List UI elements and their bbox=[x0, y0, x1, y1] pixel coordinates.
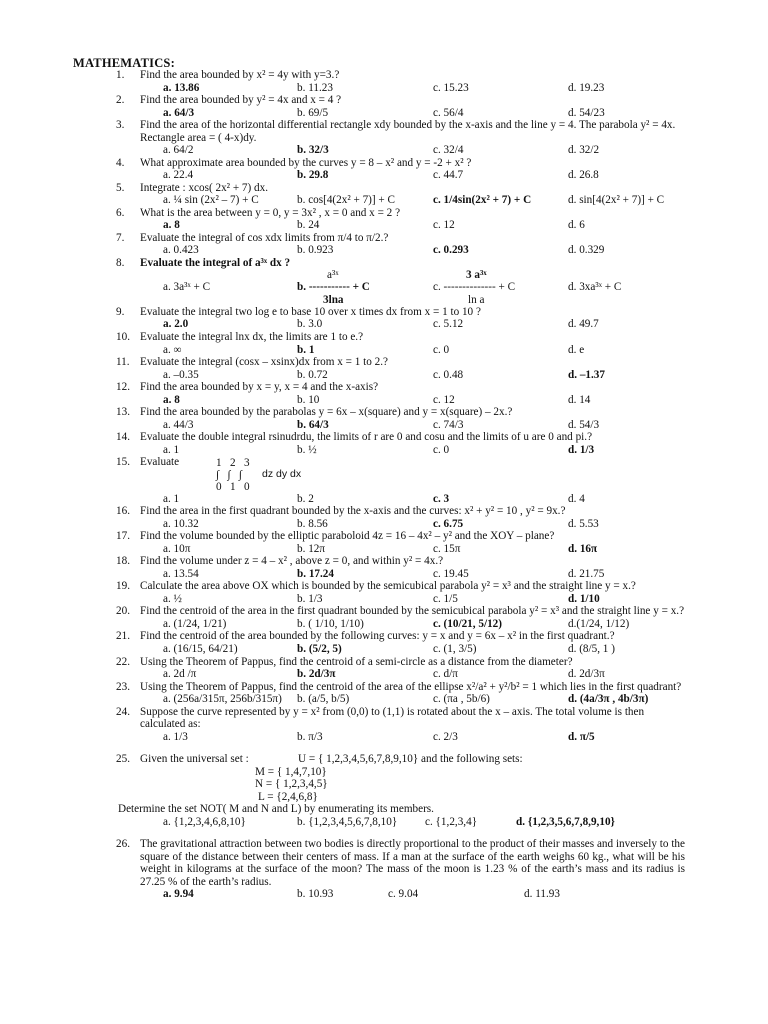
option-a: a. 2d /π bbox=[163, 668, 197, 681]
option-b: b. 69/5 bbox=[297, 106, 329, 119]
option-a: a. 1 bbox=[163, 443, 180, 456]
option-d: d. e bbox=[568, 343, 585, 356]
question-number: 20. bbox=[116, 605, 130, 618]
options-row bbox=[0, 731, 768, 744]
option-d: d. 54/23 bbox=[568, 106, 605, 119]
question-number: 18. bbox=[116, 555, 130, 568]
question-body: Evaluate the integral of a³ˣ dx ? bbox=[140, 256, 291, 269]
spacer bbox=[0, 743, 768, 753]
question-text bbox=[0, 331, 768, 344]
question-text bbox=[0, 505, 768, 518]
question-item bbox=[0, 207, 768, 232]
question-body: Using the Theorem of Pappus, find the centroid of a semi-circle as a distance from the diameter? bbox=[140, 655, 573, 668]
option-b: b. 0.923 bbox=[297, 244, 334, 257]
question-list bbox=[0, 69, 768, 901]
option-c: c. 19.45 bbox=[433, 567, 469, 580]
question-number: 19. bbox=[116, 580, 130, 593]
question-text bbox=[0, 580, 768, 593]
option-d: d. 6 bbox=[568, 219, 585, 232]
option-b: b. 0.72 bbox=[297, 368, 328, 381]
option-d: d. 14 bbox=[568, 393, 591, 406]
question-body: What approximate area bounded by the curves y = 8 – x² and y = -2 + x² ? bbox=[140, 156, 472, 169]
option-c: c. 3 bbox=[433, 492, 450, 505]
option-a: a. ∞ bbox=[163, 343, 182, 356]
options-row bbox=[0, 668, 768, 681]
question-item bbox=[0, 456, 768, 505]
option-b: b. 3.0 bbox=[297, 318, 323, 331]
option-b: b. {1,2,3,4,5,6,7,8,10} bbox=[297, 815, 398, 828]
question-number: 7. bbox=[116, 231, 125, 244]
option-b: b. 1/3 bbox=[297, 592, 323, 605]
options-row bbox=[0, 82, 768, 95]
option-b: b. (5/2, 5) bbox=[297, 643, 342, 656]
question-body: Find the volume bounded by the elliptic paraboloid 4z = 16 – 4x² – y² and the XOY – plane? bbox=[140, 530, 555, 543]
option-c: c. -------------- + C bbox=[433, 281, 516, 294]
question-number: 5. bbox=[116, 181, 125, 194]
option-a: a. (256a/315π, 256b/315π) bbox=[163, 693, 282, 706]
options-row bbox=[0, 493, 768, 506]
options-row bbox=[0, 543, 768, 556]
option-a: a. 1 bbox=[163, 492, 180, 505]
question-body: Evaluate the integral two log e to base 10 over x times dx from x = 1 to 10 ? bbox=[140, 305, 481, 318]
option-a: a. (1/24, 1/21) bbox=[163, 617, 227, 630]
universal-set: U = { 1,2,3,4,5,6,7,8,9,10} and the following sets: bbox=[298, 753, 523, 766]
option-d: d. 3xa³ˣ + C bbox=[568, 281, 622, 294]
option-d: d. –1.37 bbox=[568, 368, 605, 381]
options-row bbox=[0, 518, 768, 531]
option-a: a. 8 bbox=[163, 219, 180, 232]
question-body: Using the Theorem of Pappus, find the centroid of the area of the ellipse x²/a² + y²/b² = 1 which lies in the first quadrant? bbox=[140, 680, 682, 693]
option-c: c. 0.48 bbox=[433, 368, 464, 381]
option-c: c. 12 bbox=[433, 219, 455, 232]
options-row bbox=[0, 107, 768, 120]
page-title: MATHEMATICS: bbox=[73, 56, 175, 70]
question-number: 3. bbox=[116, 119, 125, 132]
set-definition bbox=[0, 766, 768, 779]
option-c: c. (10/21, 5/12) bbox=[433, 617, 502, 630]
option-c: c. 74/3 bbox=[433, 418, 464, 431]
question-text bbox=[0, 119, 768, 144]
question-item bbox=[0, 630, 768, 655]
option-d: d. {1,2,3,5,6,7,8,9,10} bbox=[516, 815, 615, 828]
question-item bbox=[0, 69, 768, 94]
question-item bbox=[0, 555, 768, 580]
question-text bbox=[0, 753, 768, 766]
options-row bbox=[0, 144, 768, 157]
question-item bbox=[0, 656, 768, 681]
option-c: c. d/π bbox=[433, 668, 458, 681]
question-number: 22. bbox=[116, 655, 130, 668]
option-d: d. sin[4(2x² + 7)] + C bbox=[568, 194, 665, 207]
question-body: Evaluate bbox=[140, 456, 180, 469]
question-text bbox=[0, 431, 768, 444]
question-text bbox=[0, 456, 768, 469]
option-c: c. {1,2,3,4} bbox=[425, 815, 478, 828]
option-a: a. 64/3 bbox=[163, 106, 195, 119]
fraction-numerators bbox=[0, 269, 768, 281]
option-d: d. 0.329 bbox=[568, 244, 605, 257]
question-body: Find the area bounded by the parabolas y = 6x – x(square) and y = x(square) – 2x.? bbox=[140, 406, 513, 419]
question-item bbox=[0, 580, 768, 605]
option-b: b. ½ bbox=[297, 443, 317, 456]
option-c: c. 0.293 bbox=[433, 244, 469, 257]
option-a: a. 64/2 bbox=[163, 144, 194, 157]
question-item bbox=[0, 182, 768, 207]
question-item bbox=[0, 505, 768, 530]
question-item bbox=[0, 530, 768, 555]
option-c: c. 0 bbox=[433, 443, 450, 456]
set-l: L = {2,4,6,8} bbox=[258, 790, 318, 803]
question-number: 1. bbox=[116, 69, 125, 81]
question-text bbox=[0, 257, 768, 270]
option-d: d. 4 bbox=[568, 492, 585, 505]
question-number: 11. bbox=[116, 356, 130, 369]
question-number: 12. bbox=[116, 381, 130, 394]
options-row bbox=[0, 568, 768, 581]
question-text bbox=[0, 356, 768, 369]
question-body: Integrate : xcos( 2x² + 7) dx. bbox=[140, 181, 269, 194]
option-a: a. ¼ sin (2x² – 7) + C bbox=[163, 194, 259, 207]
integral-lower-limits: 0 1 0 bbox=[216, 480, 250, 493]
option-a: a. 8 bbox=[163, 393, 180, 406]
question-text bbox=[0, 207, 768, 220]
option-d: d. 49.7 bbox=[568, 318, 599, 331]
options-row bbox=[0, 318, 768, 331]
set-definition bbox=[0, 791, 768, 804]
options-row bbox=[0, 444, 768, 457]
question-text bbox=[0, 182, 768, 195]
option-b: b. ( 1/10, 1/10) bbox=[297, 617, 364, 630]
question-item bbox=[0, 381, 768, 406]
question-text bbox=[0, 530, 768, 543]
question-number: 13. bbox=[116, 406, 130, 419]
question-number: 14. bbox=[116, 431, 130, 444]
option-d: d. 1/3 bbox=[568, 443, 595, 456]
question-item bbox=[0, 605, 768, 630]
option-a: a. 9.94 bbox=[163, 888, 194, 901]
option-d: d. 5.53 bbox=[568, 517, 599, 530]
options-row bbox=[0, 344, 768, 357]
question-item bbox=[0, 356, 768, 381]
question-number: 6. bbox=[116, 206, 125, 219]
option-d: d. (8/5, 1 ) bbox=[568, 643, 615, 656]
option-c: c. 1/4sin(2x² + 7) + C bbox=[433, 194, 532, 207]
option-d: d. 2d/3π bbox=[568, 668, 605, 681]
option-a: a. (16/15, 64/21) bbox=[163, 643, 238, 656]
fraction-bottom-c: ln a bbox=[468, 293, 485, 306]
option-b: b. (a/5, b/5) bbox=[297, 693, 350, 706]
question-item bbox=[0, 306, 768, 331]
options-row bbox=[0, 394, 768, 407]
option-a: a. 1/3 bbox=[163, 730, 188, 743]
question-item bbox=[0, 681, 768, 706]
option-b: b. 29.8 bbox=[297, 169, 329, 182]
question-number: 4. bbox=[116, 156, 125, 169]
option-d: d. 32/2 bbox=[568, 144, 600, 157]
option-a: a. {1,2,3,4,6,8,10} bbox=[163, 815, 246, 828]
option-b: b. 32/3 bbox=[297, 144, 329, 157]
question-number: 8. bbox=[116, 256, 125, 269]
question-item bbox=[0, 706, 768, 754]
option-c: c. (πa , 5b/6) bbox=[433, 693, 490, 706]
question-body: What is the area between y = 0, y = 3x² , x = 0 and x = 2 ? bbox=[140, 206, 401, 219]
option-a: a. 10.32 bbox=[163, 517, 199, 530]
option-a: a. 13.54 bbox=[163, 567, 199, 580]
options-row bbox=[0, 888, 768, 901]
option-a: a. –0.35 bbox=[163, 368, 199, 381]
question-number: 21. bbox=[116, 630, 130, 643]
question-prompt bbox=[0, 803, 768, 816]
question-item bbox=[0, 232, 768, 257]
question-body: Find the area bounded by x² = 4y with y=3.? bbox=[140, 69, 340, 81]
options-row bbox=[0, 169, 768, 182]
spacer bbox=[0, 828, 768, 838]
question-body: Find the area in the first quadrant bounded by the x-axis and the curves: x² + y² = 10 , y² = 9x.? bbox=[140, 505, 566, 518]
integral-signs: ∫ ∫ ∫ bbox=[216, 468, 242, 481]
option-c: c. 12 bbox=[433, 393, 455, 406]
option-b: b. ----------- + C bbox=[297, 281, 370, 294]
option-d: d. 19.23 bbox=[568, 81, 605, 94]
question-body: Suppose the curve represented by y = x² from (0,0) to (1,1) is rotated about the x – axis. The total volume is then calculated as: bbox=[140, 705, 645, 731]
option-b: b. 64/3 bbox=[297, 418, 329, 431]
question-number: 15. bbox=[116, 456, 130, 469]
question-body: Evaluate the integral of cos xdx limits from π/4 to π/2.? bbox=[140, 231, 389, 244]
question-number: 16. bbox=[116, 505, 130, 518]
option-d: d. 16π bbox=[568, 542, 598, 555]
fraction-denominators bbox=[0, 294, 768, 306]
option-b: b. 10 bbox=[297, 393, 320, 406]
option-a: a. ½ bbox=[163, 592, 182, 605]
set-m: M = { 1,4,7,10} bbox=[255, 765, 327, 778]
fraction-top-b: a³ˣ bbox=[327, 269, 339, 282]
question-text bbox=[0, 838, 768, 888]
option-c: c. 15.23 bbox=[433, 81, 469, 94]
option-c: c. (1, 3/5) bbox=[433, 643, 477, 656]
option-b: b. 10.93 bbox=[297, 888, 334, 901]
option-b: b. 8.56 bbox=[297, 517, 328, 530]
question-number: 10. bbox=[116, 330, 130, 343]
option-c: c. 6.75 bbox=[433, 517, 464, 530]
options-row bbox=[0, 816, 768, 829]
question-number: 9. bbox=[116, 305, 125, 318]
question-item bbox=[0, 753, 768, 838]
question-body: Find the centroid of the area in the first quadrant bounded by the semicubical parabola y² = x³ and the straight line y = x.? bbox=[140, 605, 685, 618]
option-b: b. π/3 bbox=[297, 730, 323, 743]
question-body: The gravitational attraction between two bodies is directly proportional to the product of their masses and inversely to the square of the distance between their centers of mass. If a man at the surface of the earth weighs 60 kg., what will be his weight in kilograms at the surface of the moon? The mass of the moon is 1.23 % of the earth’s mass and its radius is 27.25 % of the earth’s radius. bbox=[140, 838, 685, 888]
question-text bbox=[0, 656, 768, 669]
question-body: Find the centroid of the area bounded by the following curves: y = x and y = 6x – x² in the first quadrant.? bbox=[140, 630, 615, 643]
question-text bbox=[0, 555, 768, 568]
option-c: c. 9.04 bbox=[388, 888, 419, 901]
question-number: 2. bbox=[116, 94, 125, 107]
question-number: 25. bbox=[116, 753, 130, 766]
option-b: b. 11.23 bbox=[297, 81, 333, 94]
option-a: a. 10π bbox=[163, 542, 191, 555]
option-b: b. 2 bbox=[297, 492, 314, 505]
question-text bbox=[0, 157, 768, 170]
option-c: c. 32/4 bbox=[433, 144, 464, 157]
question-body: Evaluate the integral lnx dx, the limits are 1 to e.? bbox=[140, 330, 364, 343]
question-text bbox=[0, 232, 768, 245]
question-number: 23. bbox=[116, 680, 130, 693]
question-body: Given the universal set : bbox=[140, 753, 249, 766]
option-d: d. (4a/3π , 4b/3π) bbox=[568, 693, 649, 706]
question-text bbox=[0, 306, 768, 319]
set-n: N = { 1,2,3,4,5} bbox=[255, 778, 328, 791]
integral-upper-limits: 1 2 3 bbox=[216, 456, 250, 469]
question-text bbox=[0, 69, 768, 82]
options-row bbox=[0, 693, 768, 706]
option-b: b. 12π bbox=[297, 542, 326, 555]
option-c: c. 56/4 bbox=[433, 106, 464, 119]
options-row bbox=[0, 593, 768, 606]
question-body: Calculate the area above OX which is bounded by the semicubical parabola y² = x³ and the straight line y = x.? bbox=[140, 580, 636, 593]
question-body: Evaluate the double integral rsinudrdu, the limits of r are 0 and cosu and the limits of u are 0 and pi.? bbox=[140, 431, 593, 444]
options-row bbox=[0, 219, 768, 232]
option-d: d. 11.93 bbox=[524, 888, 560, 901]
option-d: d. 21.75 bbox=[568, 567, 605, 580]
option-d: d.(1/24, 1/12) bbox=[568, 617, 630, 630]
question-item bbox=[0, 331, 768, 356]
fraction-bottom-b: 3lna bbox=[323, 293, 344, 306]
question-number: 26. bbox=[116, 838, 130, 851]
question-body: Find the area bounded by y² = 4x and x = 4 ? bbox=[140, 94, 342, 107]
option-d: d. 1/10 bbox=[568, 592, 600, 605]
option-c: c. 1/5 bbox=[433, 592, 458, 605]
option-a: a. 44/3 bbox=[163, 418, 194, 431]
question-item bbox=[0, 257, 768, 306]
option-a: a. 0.423 bbox=[163, 244, 199, 257]
option-b: b. 24 bbox=[297, 219, 320, 232]
option-a: a. 13.86 bbox=[163, 81, 200, 94]
question-text bbox=[0, 605, 768, 618]
options-row bbox=[0, 244, 768, 257]
question-number: 17. bbox=[116, 530, 130, 543]
option-b: b. 17.24 bbox=[297, 567, 334, 580]
integral-expression: dz dy dx bbox=[262, 467, 302, 480]
option-d: d. 54/3 bbox=[568, 418, 600, 431]
question-number: 24. bbox=[116, 705, 130, 718]
question-item bbox=[0, 838, 768, 901]
option-b: b. 2d/3π bbox=[297, 668, 336, 681]
question-text bbox=[0, 630, 768, 643]
question-item bbox=[0, 119, 768, 157]
option-c: c. 5.12 bbox=[433, 318, 464, 331]
option-a: a. 2.0 bbox=[163, 318, 189, 331]
option-c: c. 44.7 bbox=[433, 169, 464, 182]
question-text bbox=[0, 406, 768, 419]
question-text bbox=[0, 381, 768, 394]
question-text bbox=[0, 706, 768, 731]
options-row bbox=[0, 281, 768, 294]
option-a: a. 22.4 bbox=[163, 169, 194, 182]
question-body: Evaluate the integral (cosx – xsinx)dx from x = 1 to 2.? bbox=[140, 356, 389, 369]
option-c: c. 0 bbox=[433, 343, 450, 356]
option-a: a. 3a³ˣ + C bbox=[163, 281, 211, 294]
question-item bbox=[0, 406, 768, 431]
question-text bbox=[0, 681, 768, 694]
question-prompt-text: Determine the set NOT( M and N and L) by enumerating its members. bbox=[118, 803, 434, 816]
fraction-top-c: 3 a³ˣ bbox=[466, 269, 487, 282]
option-b: b. 1 bbox=[297, 343, 315, 356]
options-row bbox=[0, 419, 768, 432]
question-body: Find the volume under z = 4 – x² , above z = 0, and within y² = 4x.? bbox=[140, 555, 444, 568]
options-row bbox=[0, 369, 768, 382]
question-item bbox=[0, 157, 768, 182]
set-definition bbox=[0, 778, 768, 791]
option-c: c. 15π bbox=[433, 542, 461, 555]
question-body: Find the area bounded by x = y, x = 4 and the x-axis? bbox=[140, 381, 379, 394]
question-body: Find the area of the horizontal differential rectangle xdy bounded by the x-axis and the line y = 4. The parabola y² = 4x. Rectangle area = ( 4-x)dy. bbox=[140, 119, 676, 144]
options-row bbox=[0, 643, 768, 656]
option-c: c. 2/3 bbox=[433, 730, 458, 743]
option-d: d. 26.8 bbox=[568, 169, 599, 182]
options-row bbox=[0, 194, 768, 207]
question-text bbox=[0, 94, 768, 107]
option-d: d. π/5 bbox=[568, 730, 595, 743]
question-item bbox=[0, 94, 768, 119]
question-item bbox=[0, 431, 768, 456]
options-row bbox=[0, 618, 768, 631]
option-b: b. cos[4(2x² + 7)] + C bbox=[297, 194, 395, 207]
